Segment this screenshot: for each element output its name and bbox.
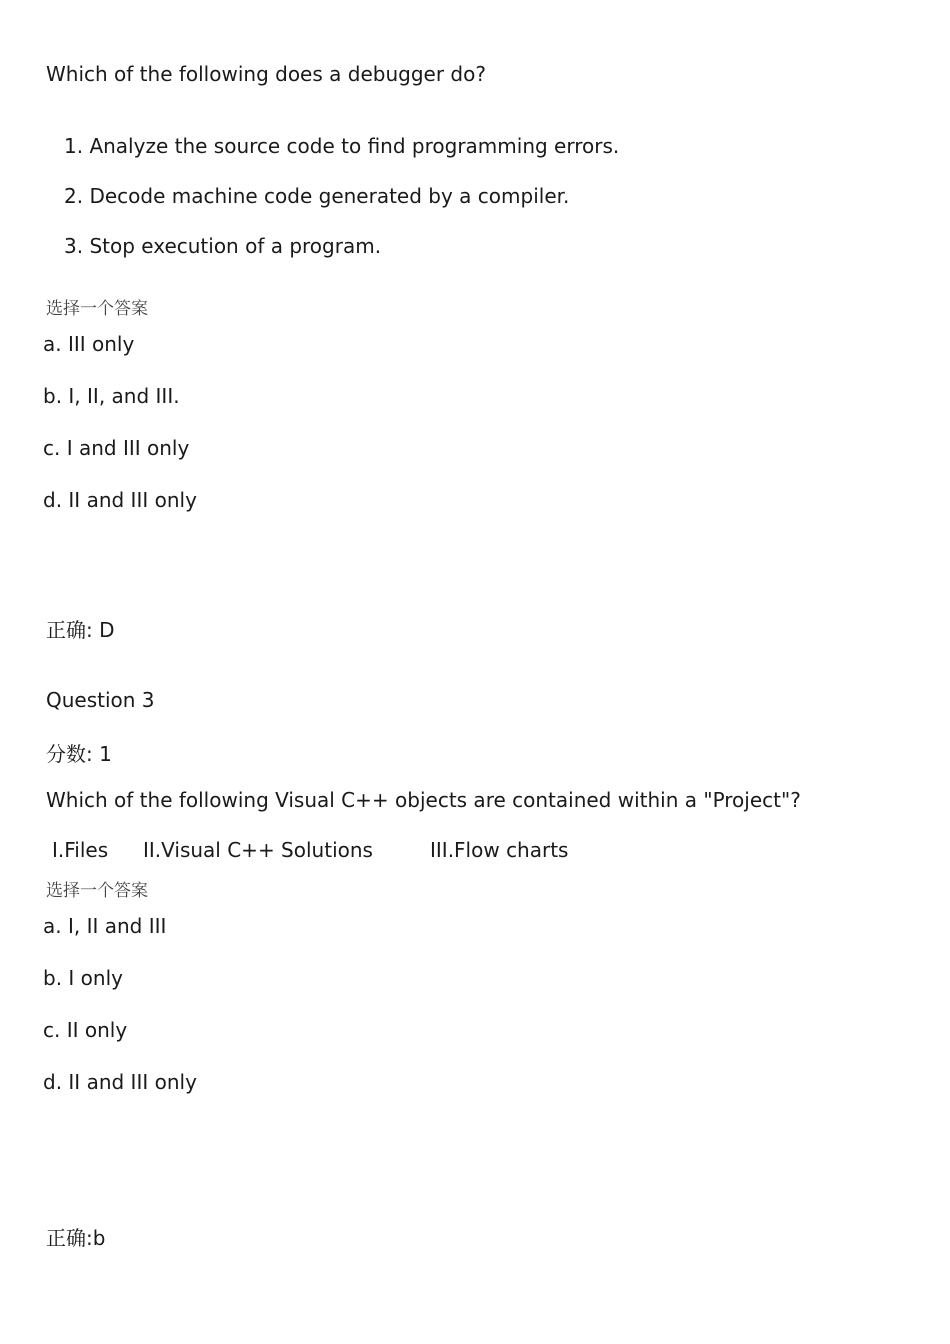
list-item: 1. Analyze the source code to find programming errors. bbox=[64, 134, 620, 158]
answer-option-b[interactable]: b. I only bbox=[43, 966, 123, 990]
question-title: Question 3 bbox=[46, 688, 155, 712]
correct-answer: 正确:b bbox=[46, 1226, 106, 1250]
list-item: I.Files bbox=[52, 838, 109, 862]
question-score: 分数: 1 bbox=[46, 742, 112, 766]
choose-answer-hint: 选择一个答案 bbox=[46, 299, 148, 319]
answer-option-d[interactable]: d. II and III only bbox=[43, 1070, 197, 1094]
list-item: 2. Decode machine code generated by a compiler. bbox=[64, 184, 570, 208]
list-item: III.Flow charts bbox=[430, 838, 569, 862]
answer-option-b[interactable]: b. I, II, and III. bbox=[43, 384, 180, 408]
choose-answer-hint: 选择一个答案 bbox=[46, 881, 148, 901]
answer-option-c[interactable]: c. I and III only bbox=[43, 436, 190, 460]
question-text: Which of the following does a debugger do? bbox=[46, 62, 486, 86]
answer-option-d[interactable]: d. II and III only bbox=[43, 488, 197, 512]
question-text: Which of the following Visual C++ objects are contained within a "Project"? bbox=[46, 788, 801, 812]
answer-option-a[interactable]: a. I, II and III bbox=[43, 914, 167, 938]
answer-option-c[interactable]: c. II only bbox=[43, 1018, 128, 1042]
answer-option-a[interactable]: a. III only bbox=[43, 332, 135, 356]
list-item: II.Visual C++ Solutions bbox=[143, 838, 373, 862]
correct-answer: 正确: D bbox=[46, 618, 115, 642]
list-item: 3. Stop execution of a program. bbox=[64, 234, 382, 258]
